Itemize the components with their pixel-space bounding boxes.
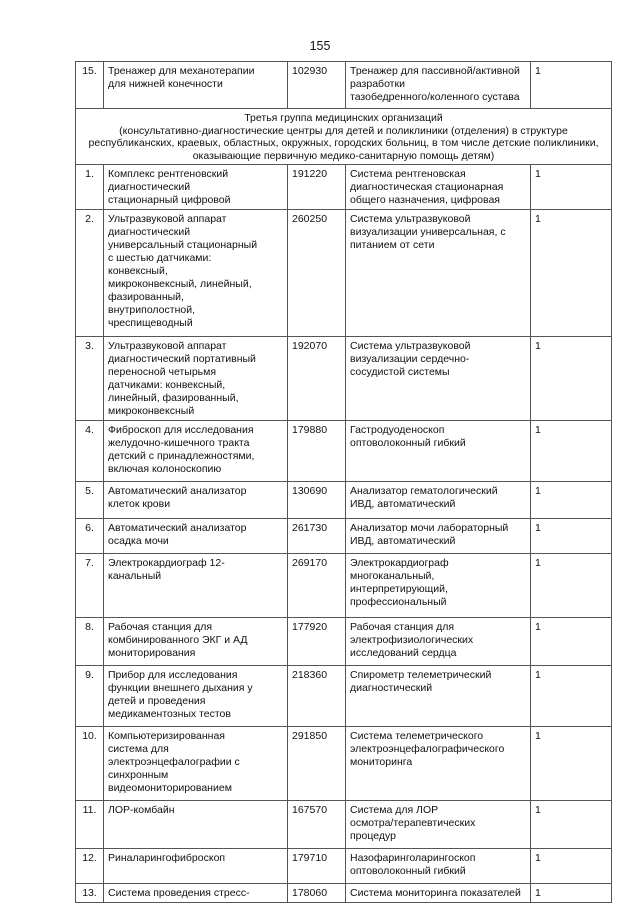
text-line: микроконвексный, линейный, (108, 278, 252, 291)
text-line: Система телеметрического (350, 730, 484, 743)
table-row (76, 62, 612, 109)
text-line: электроэнцефалографии с (108, 756, 240, 769)
text-line: комбинированного ЭКГ и АД (108, 634, 248, 647)
text-line: Электрокардиограф 12- (108, 557, 225, 570)
item-name-cell (104, 519, 288, 554)
item-description-cell (346, 727, 531, 801)
text-line: диагностический портативный (108, 353, 256, 366)
text-line: Ультразвуковой аппарат (108, 340, 227, 353)
item-quantity-cell: 1 (531, 884, 612, 903)
item-name-cell (104, 727, 288, 801)
text-line: Фиброскоп для исследования (108, 424, 254, 437)
text-line: Спирометр телеметрический (350, 669, 492, 682)
text-line: Комплекс рентгеновский (108, 168, 229, 181)
row-number-cell: 1. (76, 165, 104, 210)
text-line: электроэнцефалографического (350, 743, 505, 756)
text-line: датчиками: конвексный, (108, 379, 226, 392)
text-line: Риналарингофиброскоп (108, 852, 226, 865)
item-name-cell (104, 165, 288, 210)
item-quantity-cell: 1 (531, 165, 612, 210)
text-line: детей и проведения (108, 695, 206, 708)
text-line: осмотра/терапевтических (350, 817, 476, 830)
text-line: общего назначения, цифровая (350, 194, 500, 207)
table-row (76, 337, 612, 421)
text-line: чреспищеводный (108, 317, 193, 330)
table-row (76, 210, 612, 337)
item-description-cell (346, 618, 531, 666)
item-name-cell (104, 210, 288, 337)
item-description-cell (346, 482, 531, 519)
item-name-cell (104, 884, 288, 903)
item-quantity-cell: 1 (531, 482, 612, 519)
item-quantity-cell: 1 (531, 62, 612, 109)
text-line: ИВД, автоматический (350, 535, 456, 548)
text-line: диагностический (350, 682, 433, 695)
item-code-cell: 130690 (288, 482, 346, 519)
group-header-section (76, 109, 612, 165)
text-line: процедур (350, 830, 396, 843)
item-name-cell (104, 421, 288, 482)
equipment-table (75, 61, 612, 903)
text-line: Система для ЛОР (350, 804, 439, 817)
row-number-cell: 7. (76, 554, 104, 618)
text-line: питанием от сети (350, 239, 435, 252)
text-line: визуализации универсальная, с (350, 226, 506, 239)
text-line: многоканальный, (350, 570, 435, 583)
text-line: Компьютеризированная (108, 730, 225, 743)
item-code-cell: 260250 (288, 210, 346, 337)
group-description: (консультативно-диагностические центры для детей и поликлиники (отделения) в структуре республиканских, краевых, областных, окружных, городских больниц, в том числе детские поликлиники, оказывающие первичную медико-санитарную помощь детям) (88, 124, 599, 162)
item-quantity-cell: 1 (531, 618, 612, 666)
item-quantity-cell: 1 (531, 554, 612, 618)
item-description-cell (346, 666, 531, 727)
item-name-cell (104, 849, 288, 884)
text-line: Автоматический анализатор (108, 522, 247, 535)
group-header-cell (76, 109, 612, 165)
text-line: Рабочая станция для (108, 621, 213, 634)
item-quantity-cell: 1 (531, 849, 612, 884)
item-quantity-cell: 1 (531, 727, 612, 801)
table-row (76, 519, 612, 554)
table-row (76, 884, 612, 903)
row-number-cell: 5. (76, 482, 104, 519)
text-line: для нижней конечности (108, 78, 223, 90)
text-line: Система ультразвуковой (350, 213, 471, 226)
text-line: Система ультразвуковой (350, 340, 471, 353)
text-line: синхронным (108, 769, 169, 782)
text-line: конвексный, (108, 265, 168, 278)
text-line: фазированный, (108, 291, 184, 304)
item-code-cell: 179880 (288, 421, 346, 482)
table-row (76, 165, 612, 210)
item-name-cell (104, 618, 288, 666)
item-name-cell (104, 62, 288, 109)
text-line: мониторинга (350, 756, 413, 769)
text-line: Гастродуоденоскоп (350, 424, 445, 437)
text-line: электрофизиологических (350, 634, 474, 647)
row-number-cell: 2. (76, 210, 104, 337)
item-description-cell (346, 554, 531, 618)
table-row (76, 849, 612, 884)
text-line: профессиональный (350, 596, 447, 609)
text-line: детский с принадлежностями, (108, 450, 255, 463)
row-number-cell: 15. (76, 62, 104, 109)
row-number-cell: 12. (76, 849, 104, 884)
page-number: 155 (309, 39, 331, 53)
text-line: Электрокардиограф (350, 557, 449, 570)
item-code-cell: 191220 (288, 165, 346, 210)
item-description-cell (346, 337, 531, 421)
text-line: функции внешнего дыхания у (108, 682, 253, 695)
item-name-cell (104, 482, 288, 519)
table-row (76, 554, 612, 618)
text-line: мониторирования (108, 647, 196, 660)
text-line: система для (108, 743, 169, 756)
text-line: желудочно-кишечного тракта (108, 437, 250, 450)
item-code-cell: 179710 (288, 849, 346, 884)
text-line: переносной четырьмя (108, 366, 217, 379)
item-quantity-cell: 1 (531, 421, 612, 482)
text-line: медикаментозных тестов (108, 708, 231, 721)
item-name-cell (104, 666, 288, 727)
text-line: диагностическая стационарная (350, 181, 504, 194)
item-quantity-cell: 1 (531, 519, 612, 554)
item-quantity-cell: 1 (531, 666, 612, 727)
text-line: оптоволоконный гибкий (350, 437, 466, 450)
item-code-cell: 102930 (288, 62, 346, 109)
text-line: исследований сердца (350, 647, 457, 660)
text-line: Автоматический анализатор (108, 485, 247, 498)
text-line: универсальный стационарный (108, 239, 258, 252)
row-number-cell: 13. (76, 884, 104, 903)
item-description-cell (346, 165, 531, 210)
table-row (76, 727, 612, 801)
table-body-third-group (76, 165, 612, 903)
group-header-row (76, 109, 612, 165)
text-line: видеомониторированием (108, 782, 232, 795)
item-name-cell (104, 337, 288, 421)
text-line: канальный (108, 570, 162, 583)
item-description-cell (346, 519, 531, 554)
text-line: оптоволоконный гибкий (350, 865, 466, 878)
text-line: Рабочая станция для (350, 621, 455, 634)
table-row (76, 801, 612, 849)
item-description-cell (346, 884, 531, 903)
row-number-cell: 8. (76, 618, 104, 666)
item-description-cell (346, 421, 531, 482)
text-line: Тренажер для пассивной/активной (350, 65, 520, 77)
item-code-cell: 167570 (288, 801, 346, 849)
text-line: сосудистой системы (350, 366, 450, 379)
text-line: микроконвексный (108, 405, 195, 418)
text-line: разработки (350, 78, 405, 90)
text-line: с шестью датчиками: (108, 252, 212, 265)
text-line: стационарный цифровой (108, 194, 231, 207)
text-line: включая колоноскопию (108, 463, 222, 476)
item-description-cell (346, 62, 531, 109)
item-code-cell: 269170 (288, 554, 346, 618)
item-quantity-cell: 1 (531, 337, 612, 421)
row-number-cell: 11. (76, 801, 104, 849)
text-line: Система мониторинга показателей (350, 887, 521, 900)
item-code-cell: 192070 (288, 337, 346, 421)
text-line: диагностический (108, 226, 191, 239)
table-body-previous-group (76, 62, 612, 109)
text-line: линейный, фазированный, (108, 392, 239, 405)
group-title: Третья группа медицинских организаций (244, 112, 443, 124)
text-line: ЛОР-комбайн (108, 804, 175, 817)
text-line: Прибор для исследования (108, 669, 238, 682)
item-code-cell: 291850 (288, 727, 346, 801)
text-line: Ультразвуковой аппарат (108, 213, 227, 226)
row-number-cell: 10. (76, 727, 104, 801)
text-line: Назофаринголарингоскоп (350, 852, 476, 865)
text-line: Тренажер для механотерапии (108, 65, 255, 77)
item-name-cell (104, 554, 288, 618)
text-line: диагностический (108, 181, 191, 194)
item-description-cell (346, 210, 531, 337)
item-name-cell (104, 801, 288, 849)
row-number-cell: 9. (76, 666, 104, 727)
text-line: тазобедренного/коленного сустава (350, 91, 520, 103)
text-line: Система проведения стресс- (108, 887, 250, 900)
text-line: Анализатор гематологический (350, 485, 498, 498)
text-line: интерпретирующий, (350, 583, 448, 596)
row-number-cell: 3. (76, 337, 104, 421)
item-code-cell: 218360 (288, 666, 346, 727)
item-code-cell: 177920 (288, 618, 346, 666)
item-code-cell: 178060 (288, 884, 346, 903)
table-row (76, 666, 612, 727)
text-line: ИВД, автоматический (350, 498, 456, 511)
text-line: осадка мочи (108, 535, 169, 548)
text-line: Анализатор мочи лабораторный (350, 522, 509, 535)
item-description-cell (346, 801, 531, 849)
row-number-cell: 4. (76, 421, 104, 482)
text-line: клеток крови (108, 498, 171, 511)
item-description-cell (346, 849, 531, 884)
item-quantity-cell: 1 (531, 801, 612, 849)
table-row (76, 618, 612, 666)
text-line: Система рентгеновская (350, 168, 466, 181)
row-number-cell: 6. (76, 519, 104, 554)
text-line: визуализации сердечно- (350, 353, 470, 366)
text-line: внутриполостной, (108, 304, 195, 317)
table-row (76, 421, 612, 482)
item-quantity-cell: 1 (531, 210, 612, 337)
table-row (76, 482, 612, 519)
item-code-cell: 261730 (288, 519, 346, 554)
